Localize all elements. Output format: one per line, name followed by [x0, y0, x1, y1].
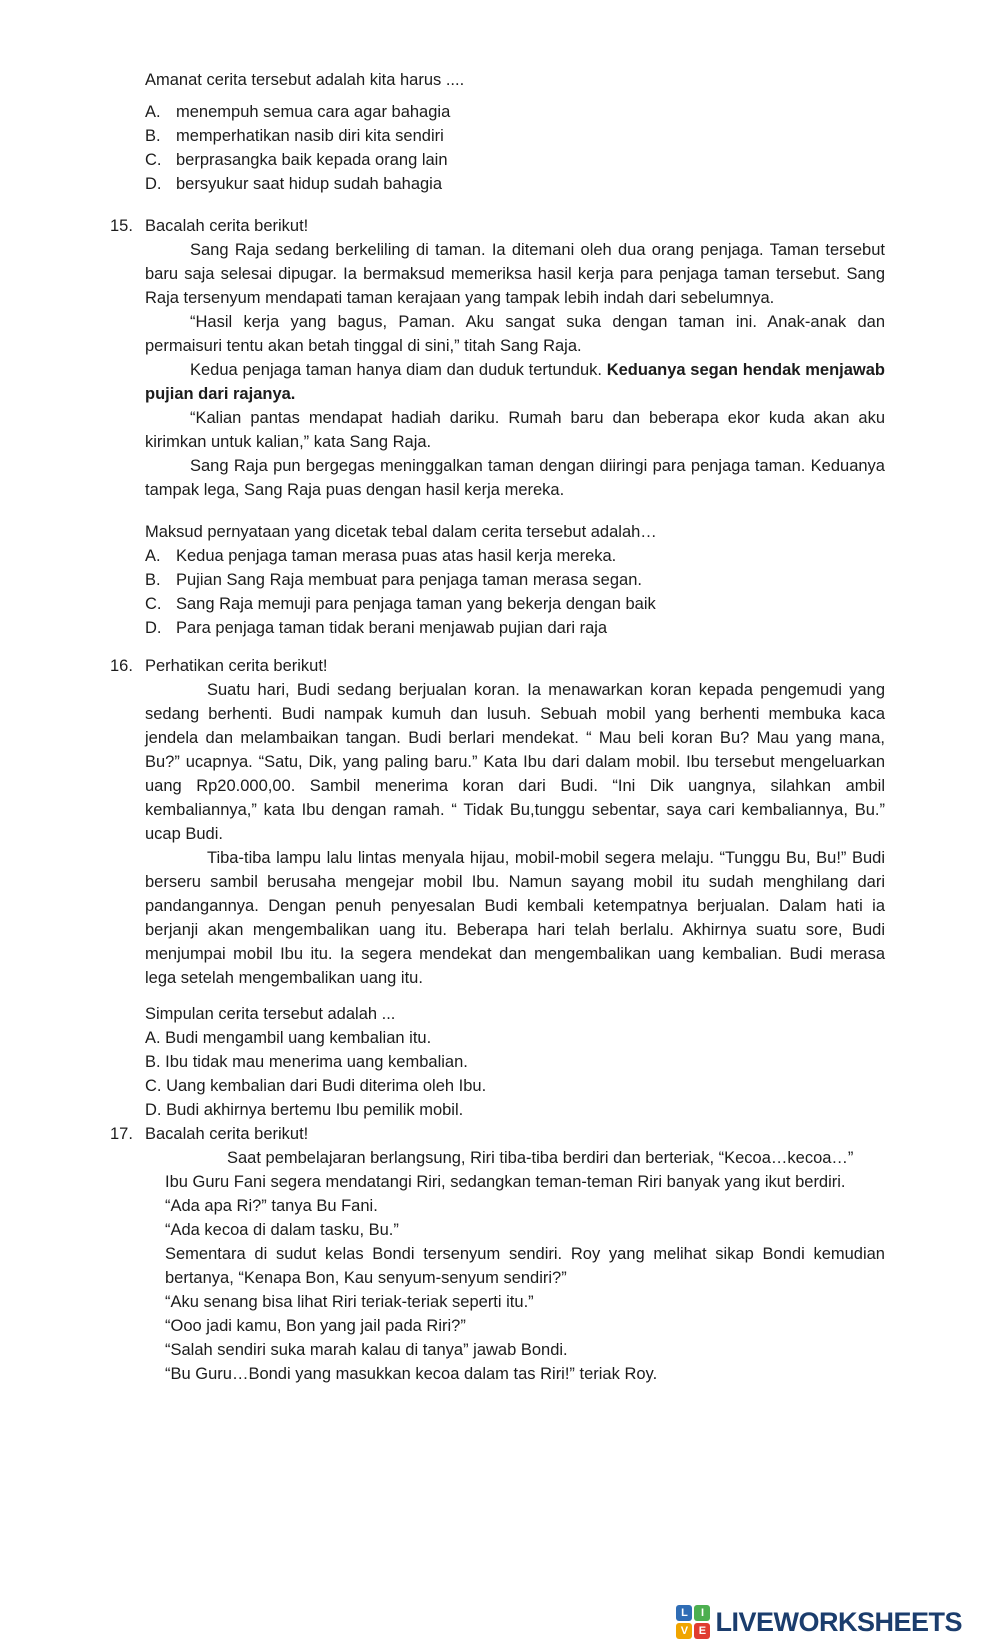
liveworksheets-wordmark: LIVEWORKSHEETS [715, 1606, 962, 1637]
question-instruction: Bacalah cerita berikut! [145, 217, 309, 235]
option-letter: A. [145, 103, 161, 121]
logo-tile-v: V [676, 1623, 692, 1639]
story-paragraph [145, 358, 885, 406]
question-number: 17. [110, 1125, 133, 1143]
option-text: Sang Raja memuji para penjaga taman yang bekerja dengan baik [176, 595, 656, 613]
question-instruction: Bacalah cerita berikut! [145, 1125, 309, 1143]
story-paragraph: Sang Raja pun bergegas meninggalkan taman dengan diiringi para penjaga taman. Keduanya tampak lega, Sang Raja puas dengan hasil kerja mereka. [145, 457, 885, 499]
option-c [145, 592, 885, 616]
story-line: “Aku senang bisa lihat Riri teriak-teriak seperti itu.” [165, 1293, 534, 1311]
option-text: bersyukur saat hidup sudah bahagia [176, 175, 443, 193]
question-15-heading [110, 214, 885, 238]
option-letter: A. [145, 547, 161, 565]
logo-tile-l: L [676, 1605, 692, 1621]
option-letter: C. [145, 595, 162, 613]
question-stem: Amanat cerita tersebut adalah kita harus .... [145, 71, 465, 89]
story-paragraph: “Hasil kerja yang bagus, Paman. Aku sangat suka dengan taman ini. Anak-anak dan permaisuri tentu akan betah tinggal di sini,” titah Sang Raja. [145, 313, 885, 355]
liveworksheets-grid-icon [676, 1605, 710, 1639]
question-17-heading [110, 1122, 885, 1146]
option-c [145, 148, 885, 172]
question-number: 16. [110, 657, 133, 675]
question-16-heading [110, 654, 885, 678]
story-line: Saat pembelajaran berlangsung, Riri tiba-tiba berdiri dan berteriak, “Kecoa…kecoa…” [227, 1149, 854, 1167]
option-text: memperhatikan nasib diri kita sendiri [176, 127, 444, 145]
story-budi [145, 678, 885, 990]
question-15 [110, 214, 885, 640]
question-16 [110, 654, 885, 1122]
option-letter: D. [145, 175, 162, 193]
story-line: “Ada kecoa di dalam tasku, Bu.” [165, 1221, 399, 1239]
option-letter: B. [145, 571, 161, 589]
story-text-normal: Kedua penjaga taman hanya diam dan duduk tertunduk. [190, 361, 607, 379]
story-riri [165, 1146, 885, 1386]
question-instruction: Perhatikan cerita berikut! [145, 657, 328, 675]
option-d [145, 172, 885, 196]
story-paragraph: Sang Raja sedang berkeliling di taman. Ia ditemani oleh dua orang penjaga. Taman tersebut baru saja selesai dipugar. Ia bermaksud memeriksa hasil kerja para penjaga taman tersebut. Sang Raja tersenyum mendapati taman kerajaan yang tampak lebih indah dari sebelumnya. [145, 241, 885, 307]
logo-tile-e: E [694, 1623, 710, 1639]
story-text-bold: Keduanya segan hendak menjawab pujian dari rajanya. [145, 361, 885, 403]
option-d [145, 616, 885, 640]
story-paragraph: Tiba-tiba lampu lalu lintas menyala hijau, mobil-mobil segera melaju. “Tunggu Bu, Bu!” Budi berseru sambil berusaha mengejar mobil Ibu. Namun sayang mobil itu sudah menghilang dari pandangannya. Dengan penuh penyesalan Budi kembali ketempatnya berjualan. Dalam hati ia berjanji akan mengembalikan uang itu. Beberapa hari telah berlalu. Akhirnya suatu sore, Budi menjumpai mobil Ibu itu. Ia segera mendekat dan mengembalikan uang kembalian. Budi merasa lega setelah mengembalikan uang itu. [145, 849, 885, 987]
option-a [145, 100, 885, 124]
options-list [145, 544, 885, 640]
option-text: Para penjaga taman tidak berani menjawab pujian dari raja [176, 619, 608, 637]
option-text: Pujian Sang Raja membuat para penjaga taman merasa segan. [176, 571, 642, 589]
liveworksheets-logo[interactable] [676, 1605, 962, 1639]
option-d: D. Budi akhirnya bertemu Ibu pemilik mobil. [145, 1101, 464, 1119]
option-letter: D. [145, 619, 162, 637]
option-a [145, 544, 885, 568]
option-text: berprasangka baik kepada orang lain [176, 151, 448, 169]
question-amanat [145, 68, 885, 196]
story-sang-raja [145, 238, 885, 502]
options-list [145, 100, 885, 196]
option-letter: C. [145, 151, 162, 169]
story-line: “Salah sendiri suka marah kalau di tanya” jawab Bondi. [165, 1341, 568, 1359]
option-b [145, 124, 885, 148]
story-line: Sementara di sudut kelas Bondi tersenyum sendiri. Roy yang melihat sikap Bondi kemudian bertanya, “Kenapa Bon, Kau senyum-senyum sendiri?” [165, 1245, 885, 1287]
option-c: C. Uang kembalian dari Budi diterima oleh Ibu. [145, 1077, 487, 1095]
question-17 [110, 1122, 885, 1386]
question-number: 15. [110, 217, 133, 235]
question-stem: Maksud pernyataan yang dicetak tebal dalam cerita tersebut adalah… [145, 523, 657, 541]
options-list [145, 1026, 885, 1122]
story-line: “Ooo jadi kamu, Bon yang jail pada Riri?” [165, 1317, 466, 1335]
story-line: Ibu Guru Fani segera mendatangi Riri, sedangkan teman-teman Riri banyak yang ikut berdiri. [165, 1173, 846, 1191]
story-paragraph: “Kalian pantas mendapat hadiah dariku. Rumah baru dan beberapa ekor kuda akan aku kirimkan untuk kalian,” kata Sang Raja. [145, 409, 885, 451]
option-b [145, 568, 885, 592]
option-text: Kedua penjaga taman merasa puas atas hasil kerja mereka. [176, 547, 617, 565]
story-line: “Ada apa Ri?” tanya Bu Fani. [165, 1197, 378, 1215]
option-a: A. Budi mengambil uang kembalian itu. [145, 1029, 432, 1047]
worksheet-content [110, 68, 885, 1386]
question-stem: Simpulan cerita tersebut adalah ... [145, 1005, 396, 1023]
story-line: “Bu Guru…Bondi yang masukkan kecoa dalam tas Riri!” teriak Roy. [165, 1365, 658, 1383]
logo-tile-i: I [694, 1605, 710, 1621]
option-b: B. Ibu tidak mau menerima uang kembalian. [145, 1053, 468, 1071]
option-letter: B. [145, 127, 161, 145]
option-text: menempuh semua cara agar bahagia [176, 103, 451, 121]
story-paragraph: Suatu hari, Budi sedang berjualan koran. Ia menawarkan koran kepada pengemudi yang sedang berhenti. Budi nampak kumuh dan lusuh. Sebuah mobil yang berhenti membuka kaca jendela dan melambaikan tangan. Budi berlari mendekat. “ Mau beli koran Bu? Mau yang mana, Bu?” ucapnya. “Satu, Dik, yang paling baru.” Kata Ibu dari dalam mobil. Ibu tersebut mengeluarkan uang Rp20.000,00. Sambil menerima koran dari Budi. “Ini Dik uangnya, silahkan ambil kembaliannya,” kata Ibu dengan ramah. “ Tidak Bu,tunggu sebentar, saya cari kembaliannya, Bu.” ucap Budi. [145, 681, 885, 843]
